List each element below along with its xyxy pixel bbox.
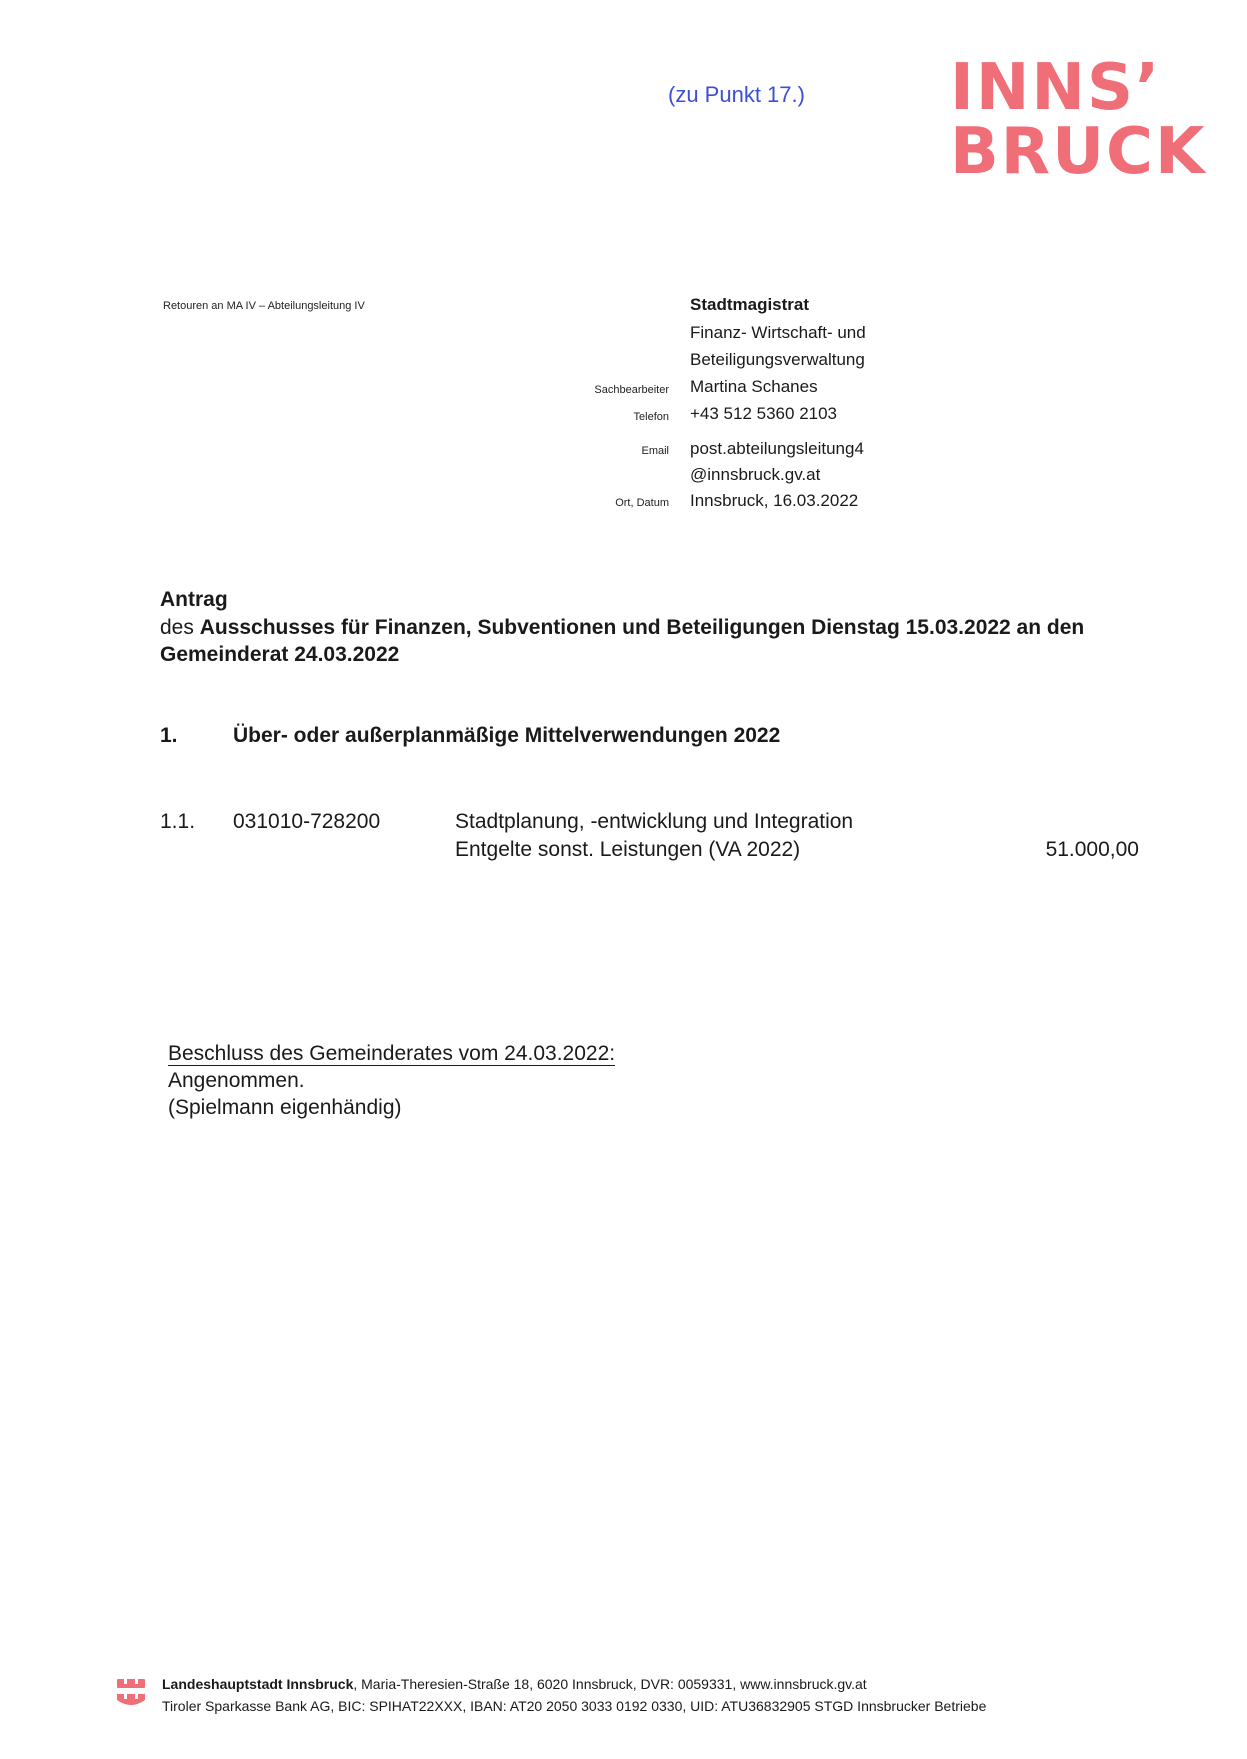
section-title: Über- oder außerplanmäßige Mittelverwendungen 2022 — [233, 724, 781, 747]
item-amount: 51.000,00 — [1045, 838, 1139, 861]
footer-city-name: Landeshauptstadt Innsbruck — [162, 1676, 354, 1692]
ort-datum-value: Innsbruck, 16.03.2022 — [690, 491, 859, 510]
footer-line-2: Tiroler Sparkasse Bank AG, BIC: SPIHAT22XXX, IBAN: AT20 2050 3033 0192 0330, UID: ATU36832905 STGD Innsbrucker Betriebe — [162, 1698, 987, 1714]
item-description-line-1: Stadtplanung, -entwicklung und Integration — [455, 810, 854, 833]
email-value-line-2: @innsbruck.gv.at — [690, 465, 821, 484]
innsbruck-emblem-icon — [116, 1676, 146, 1712]
antrag-title: Ausschusses für Finanzen, Subventionen und Beteiligungen Dienstag 15.03.2022 an den Gemeinderat 24.03.2022 — [160, 616, 1085, 666]
resolution-note: (Spielmann eigenhändig) — [168, 1096, 402, 1119]
antrag-prefix: des — [160, 616, 194, 639]
email-value-line-1: post.abteilungsleitung4 — [690, 439, 864, 458]
resolution-heading: Beschluss des Gemeinderates vom 24.03.2022: — [168, 1042, 616, 1065]
agenda-point-note: (zu Punkt 17.) — [668, 82, 805, 107]
sender-dept-line-2: Beteiligungsverwaltung — [690, 350, 865, 369]
item-number: 1.1. — [160, 810, 196, 833]
item-description-line-2: Entgelte sonst. Leistungen (VA 2022) — [455, 838, 801, 861]
innsbruck-logo — [950, 51, 1207, 189]
footer-line-1 — [162, 1676, 867, 1692]
item-account-code: 031010-728200 — [233, 810, 381, 833]
sender-dept-line-1: Finanz- Wirtschaft- und — [690, 323, 866, 342]
email-label: Email — [641, 445, 669, 457]
antrag-heading: Antrag — [160, 588, 228, 611]
return-address: Retouren an MA IV – Abteilungsleitung IV — [163, 300, 365, 312]
resolution-result: Angenommen. — [168, 1069, 305, 1092]
logo-line-2: BRUCK — [950, 115, 1207, 189]
sachbearbeiter-value: Martina Schanes — [690, 377, 818, 396]
section-number: 1. — [160, 724, 178, 747]
footer-address: , Maria-Theresien-Straße 18, 6020 Innsbruck, DVR: 0059331, www.innsbruck.gv.at — [353, 1676, 867, 1692]
telefon-value: +43 512 5360 2103 — [690, 404, 838, 423]
sachbearbeiter-label: Sachbearbeiter — [594, 384, 669, 396]
telefon-label: Telefon — [633, 411, 669, 423]
resolution-block — [168, 1040, 615, 1121]
sender-org: Stadtmagistrat — [690, 295, 810, 314]
logo-line-1: INNS’ — [950, 51, 1162, 125]
ort-datum-label: Ort, Datum — [615, 497, 669, 509]
antrag-body — [160, 614, 1140, 668]
